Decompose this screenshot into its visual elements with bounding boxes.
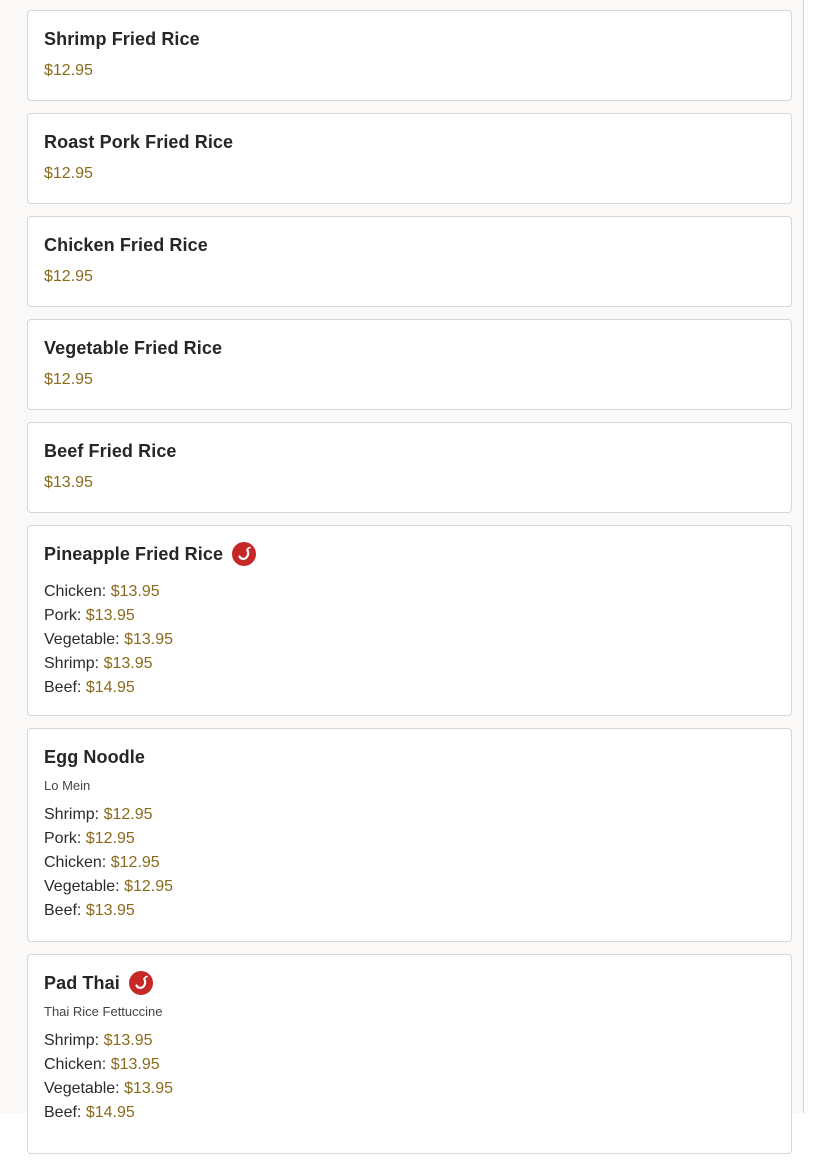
menu-item-card[interactable] xyxy=(27,10,792,101)
menu-option[interactable] xyxy=(44,580,775,604)
menu-item-description: Lo Mein xyxy=(44,778,91,793)
menu-option[interactable] xyxy=(44,875,775,899)
menu-item-price: $12.95 xyxy=(44,371,93,388)
menu-item-price: $12.95 xyxy=(44,165,93,182)
menu-option[interactable] xyxy=(44,676,775,700)
option-price: $13.95 xyxy=(124,1080,174,1097)
option-price: $12.95 xyxy=(110,854,160,871)
menu-item-header xyxy=(44,233,775,257)
menu-item-description: Thai Rice Fettuccine xyxy=(44,1004,163,1019)
menu-option[interactable] xyxy=(44,899,775,923)
menu-item-price: $12.95 xyxy=(44,62,93,79)
menu-option[interactable] xyxy=(44,604,775,628)
menu-item-header xyxy=(44,439,775,463)
option-label: Vegetable: xyxy=(44,878,120,895)
menu-item-name: Beef Fried Rice xyxy=(44,440,177,461)
menu-item-name: Chicken Fried Rice xyxy=(44,234,208,255)
menu-item-card[interactable] xyxy=(27,422,792,513)
option-price: $13.95 xyxy=(110,583,160,600)
menu-item-price: $12.95 xyxy=(44,268,93,285)
menu-item-name: Pad Thai xyxy=(44,972,120,993)
option-label: Shrimp: xyxy=(44,655,100,672)
menu-item-name: Roast Pork Fried Rice xyxy=(44,131,234,152)
menu-option[interactable] xyxy=(44,1053,775,1077)
menu-item-card[interactable] xyxy=(27,954,792,1154)
menu-item-list xyxy=(27,10,792,1166)
menu-option[interactable] xyxy=(44,803,775,827)
menu-item-card[interactable] xyxy=(27,319,792,410)
option-price: $13.95 xyxy=(85,607,135,624)
option-label: Beef: xyxy=(44,902,82,919)
option-price: $13.95 xyxy=(124,631,174,648)
option-price: $13.95 xyxy=(103,655,153,672)
menu-item-card[interactable] xyxy=(27,525,792,716)
menu-option[interactable] xyxy=(44,628,775,652)
chili-pepper-icon xyxy=(232,542,256,566)
option-label: Vegetable: xyxy=(44,631,120,648)
option-label: Beef: xyxy=(44,1104,82,1121)
menu-item-header xyxy=(44,542,775,566)
menu-item-card[interactable] xyxy=(27,113,792,204)
option-label: Vegetable: xyxy=(44,1080,120,1097)
option-label: Pork: xyxy=(44,830,82,847)
menu-option[interactable] xyxy=(44,652,775,676)
menu-item-card[interactable] xyxy=(27,728,792,942)
menu-option[interactable] xyxy=(44,1029,775,1053)
option-price: $12.95 xyxy=(103,806,153,823)
menu-item-name: Pineapple Fried Rice xyxy=(44,543,224,564)
option-price: $12.95 xyxy=(85,830,135,847)
menu-item-card[interactable] xyxy=(27,216,792,307)
option-label: Beef: xyxy=(44,679,82,696)
option-label: Shrimp: xyxy=(44,1032,100,1049)
option-price: $14.95 xyxy=(85,1104,135,1121)
option-label: Pork: xyxy=(44,607,82,624)
menu-item-name: Egg Noodle xyxy=(44,746,145,767)
menu-item-header xyxy=(44,745,775,769)
menu-item-name: Vegetable Fried Rice xyxy=(44,337,223,358)
menu-item-price: $13.95 xyxy=(44,474,93,491)
menu-item-options xyxy=(44,580,775,700)
menu-item-header xyxy=(44,336,775,360)
menu-item-options xyxy=(44,1029,775,1125)
option-label: Shrimp: xyxy=(44,806,100,823)
menu-item-header xyxy=(44,27,775,51)
menu-item-name: Shrimp Fried Rice xyxy=(44,28,200,49)
menu-option[interactable] xyxy=(44,827,775,851)
option-price: $13.95 xyxy=(110,1056,160,1073)
option-price: $13.95 xyxy=(85,902,135,919)
option-label: Chicken: xyxy=(44,583,107,600)
option-price: $13.95 xyxy=(103,1032,153,1049)
chili-pepper-icon xyxy=(129,971,153,995)
menu-item-header xyxy=(44,971,775,995)
menu-item-header xyxy=(44,130,775,154)
option-label: Chicken: xyxy=(44,1056,107,1073)
menu-option[interactable] xyxy=(44,1101,775,1125)
menu-option[interactable] xyxy=(44,1077,775,1101)
option-label: Chicken: xyxy=(44,854,107,871)
menu-item-options xyxy=(44,803,775,923)
menu-option[interactable] xyxy=(44,851,775,875)
option-price: $14.95 xyxy=(85,679,135,696)
option-price: $12.95 xyxy=(124,878,174,895)
